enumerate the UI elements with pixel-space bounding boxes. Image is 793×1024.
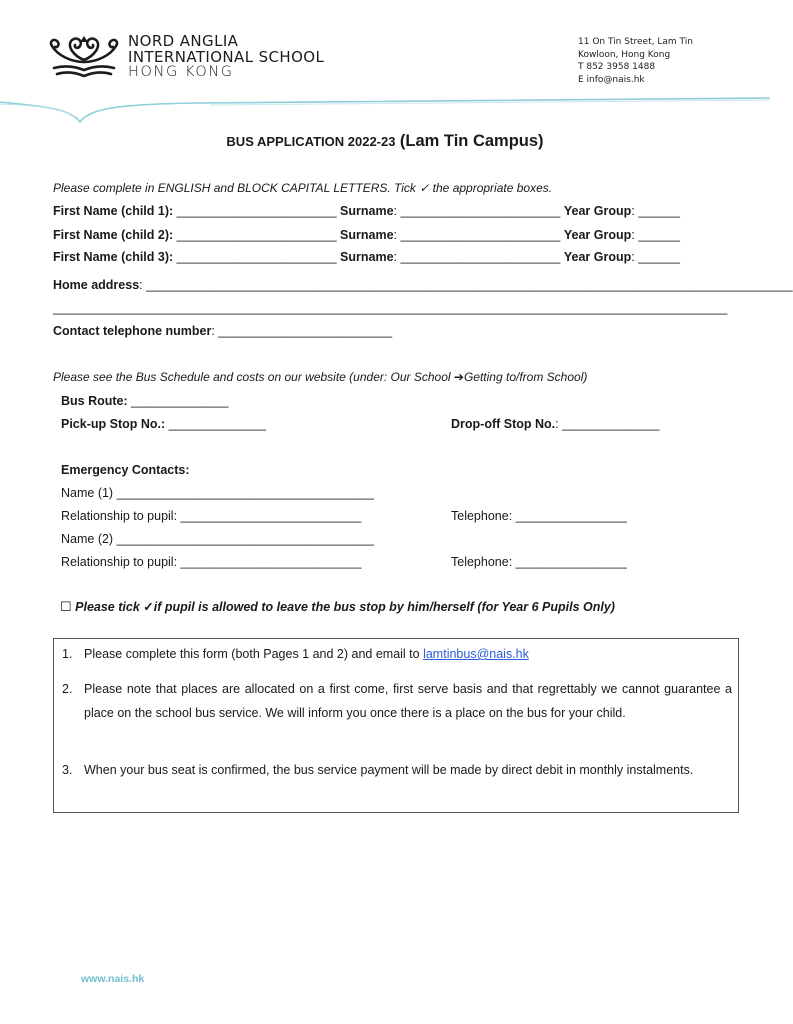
emergency-name-2[interactable]: Name (2) _____________________________________ (61, 532, 374, 546)
home-address-field-2[interactable]: _________________________________________________________________________________________________ (53, 301, 728, 315)
first-name-field[interactable]: _______________________ (176, 228, 337, 242)
notes-box (53, 638, 739, 813)
surname-label: Surname (340, 228, 394, 242)
emergency-telephone-2[interactable]: Telephone: ________________ (451, 555, 627, 569)
contact-phone-field[interactable]: : _________________________ (211, 324, 393, 338)
first-name-field[interactable]: _______________________ (176, 250, 337, 264)
note-number: 3. (62, 763, 73, 777)
home-address-row-2 (53, 301, 728, 315)
instructions (53, 181, 552, 195)
schedule-note-text: Please see the Bus Schedule and costs on our website (under: Our School (53, 370, 454, 384)
schedule-note-text-end: Getting to/from School) (463, 370, 588, 384)
year6-checkbox[interactable]: ☐ (60, 599, 72, 614)
year-group-field[interactable]: : ______ (631, 250, 680, 264)
first-name-label: First Name (child 3): (53, 250, 174, 264)
note-item-2 (62, 678, 732, 725)
note-number: 2. (62, 682, 73, 696)
year6-option-text-end: if pupil is allowed to leave the bus stop by him/herself (for Year 6 Pupils Only) (153, 600, 615, 614)
bus-route-label: Bus Route: (61, 394, 128, 408)
footer-website[interactable]: www.nais.hk (81, 973, 145, 985)
note-number: 1. (62, 647, 73, 661)
year6-option-row (60, 599, 615, 615)
bus-route-row (61, 394, 228, 408)
note-text: When your bus seat is confirmed, the bus service payment will be made by direct debit in monthly instalments. (84, 763, 694, 777)
instructions-text: Please complete in ENGLISH and BLOCK CAPITAL LETTERS. Tick (53, 181, 420, 195)
emergency-telephone-1[interactable]: Telephone: ________________ (451, 509, 627, 523)
year-group-label: Year Group (563, 250, 632, 264)
note-text: Please complete this form (both Pages 1 and 2) and email to (84, 647, 424, 661)
first-name-field[interactable]: _______________________ (176, 204, 337, 218)
address-street: 11 On Tin Street, Lam Tin (578, 37, 693, 47)
tick-icon: ✓ (143, 600, 154, 614)
home-address-field[interactable]: : _____________________________________________________________________________________________ (139, 278, 793, 292)
pickup-stop-label: Pick-up Stop No.: (61, 417, 166, 431)
surname-field[interactable]: : _______________________ (393, 228, 561, 242)
home-address-label: Home address (53, 278, 140, 292)
surname-label: Surname (340, 204, 394, 218)
emergency-name-1[interactable]: Name (1) _____________________________________ (61, 486, 374, 500)
year-group-field[interactable]: : ______ (631, 228, 680, 242)
child-row-1 (53, 204, 680, 218)
year-group-field[interactable]: : ______ (631, 204, 680, 218)
emergency-relationship-2[interactable]: Relationship to pupil: __________________________ (61, 555, 362, 569)
school-address (578, 36, 693, 86)
contact-phone-row (53, 324, 392, 338)
year-group-label: Year Group (563, 228, 632, 242)
address-phone: T 852 3958 1488 (578, 62, 656, 72)
dropoff-stop-field[interactable]: : ______________ (555, 417, 660, 431)
school-name-line1: NORD ANGLIA (128, 32, 239, 50)
contact-phone-label: Contact telephone number (53, 324, 212, 338)
bus-route-field[interactable]: ______________ (127, 394, 229, 408)
home-address-row (53, 278, 793, 292)
address-city: Kowloon, Hong Kong (578, 49, 671, 60)
dropoff-stop-row (451, 417, 659, 431)
surname-field[interactable]: : _______________________ (393, 250, 561, 264)
dropoff-stop-label: Drop-off Stop No. (451, 417, 556, 431)
pickup-stop-field[interactable]: ______________ (165, 417, 266, 431)
year-group-label: Year Group (563, 204, 632, 218)
form-title (0, 132, 770, 151)
note-item-3 (62, 759, 732, 783)
emergency-heading: Emergency Contacts: (61, 463, 190, 477)
email-link[interactable]: lamtinbus@nais.hk (423, 647, 529, 661)
school-name-line3: HONG KONG (128, 64, 234, 80)
address-email: E info@nais.hk (578, 74, 645, 85)
year6-option-text: Please tick (75, 600, 144, 614)
tick-icon: ✓ (419, 181, 430, 195)
note-text: Please note that places are allocated on a first come, first serve basis and that regrettably we cannot guarantee a place on the school bus service. We will inform you once there is a place on the bus for your child. (84, 682, 732, 720)
instructions-text-end: the appropriate boxes. (432, 181, 553, 195)
header-wave-decoration (0, 92, 770, 128)
emergency-relationship-1[interactable]: Relationship to pupil: __________________________ (61, 509, 362, 523)
surname-label: Surname (340, 250, 394, 264)
form-title-main: BUS APPLICATION 2022-23 (226, 134, 396, 149)
school-name-line2: INTERNATIONAL SCHOOL (128, 47, 325, 66)
arrow-right-icon: ➔ (453, 370, 464, 384)
surname-field[interactable]: : _______________________ (393, 204, 561, 218)
form-title-campus: (Lam Tin Campus) (399, 132, 544, 150)
note-item-1 (62, 643, 732, 667)
school-crest-logo (44, 34, 124, 84)
first-name-label: First Name (child 1): (53, 204, 174, 218)
child-row-2 (53, 228, 680, 242)
schedule-note (53, 370, 587, 384)
child-row-3 (53, 250, 680, 264)
first-name-label: First Name (child 2): (53, 228, 174, 242)
school-name (128, 34, 324, 81)
pickup-stop-row (61, 417, 266, 431)
